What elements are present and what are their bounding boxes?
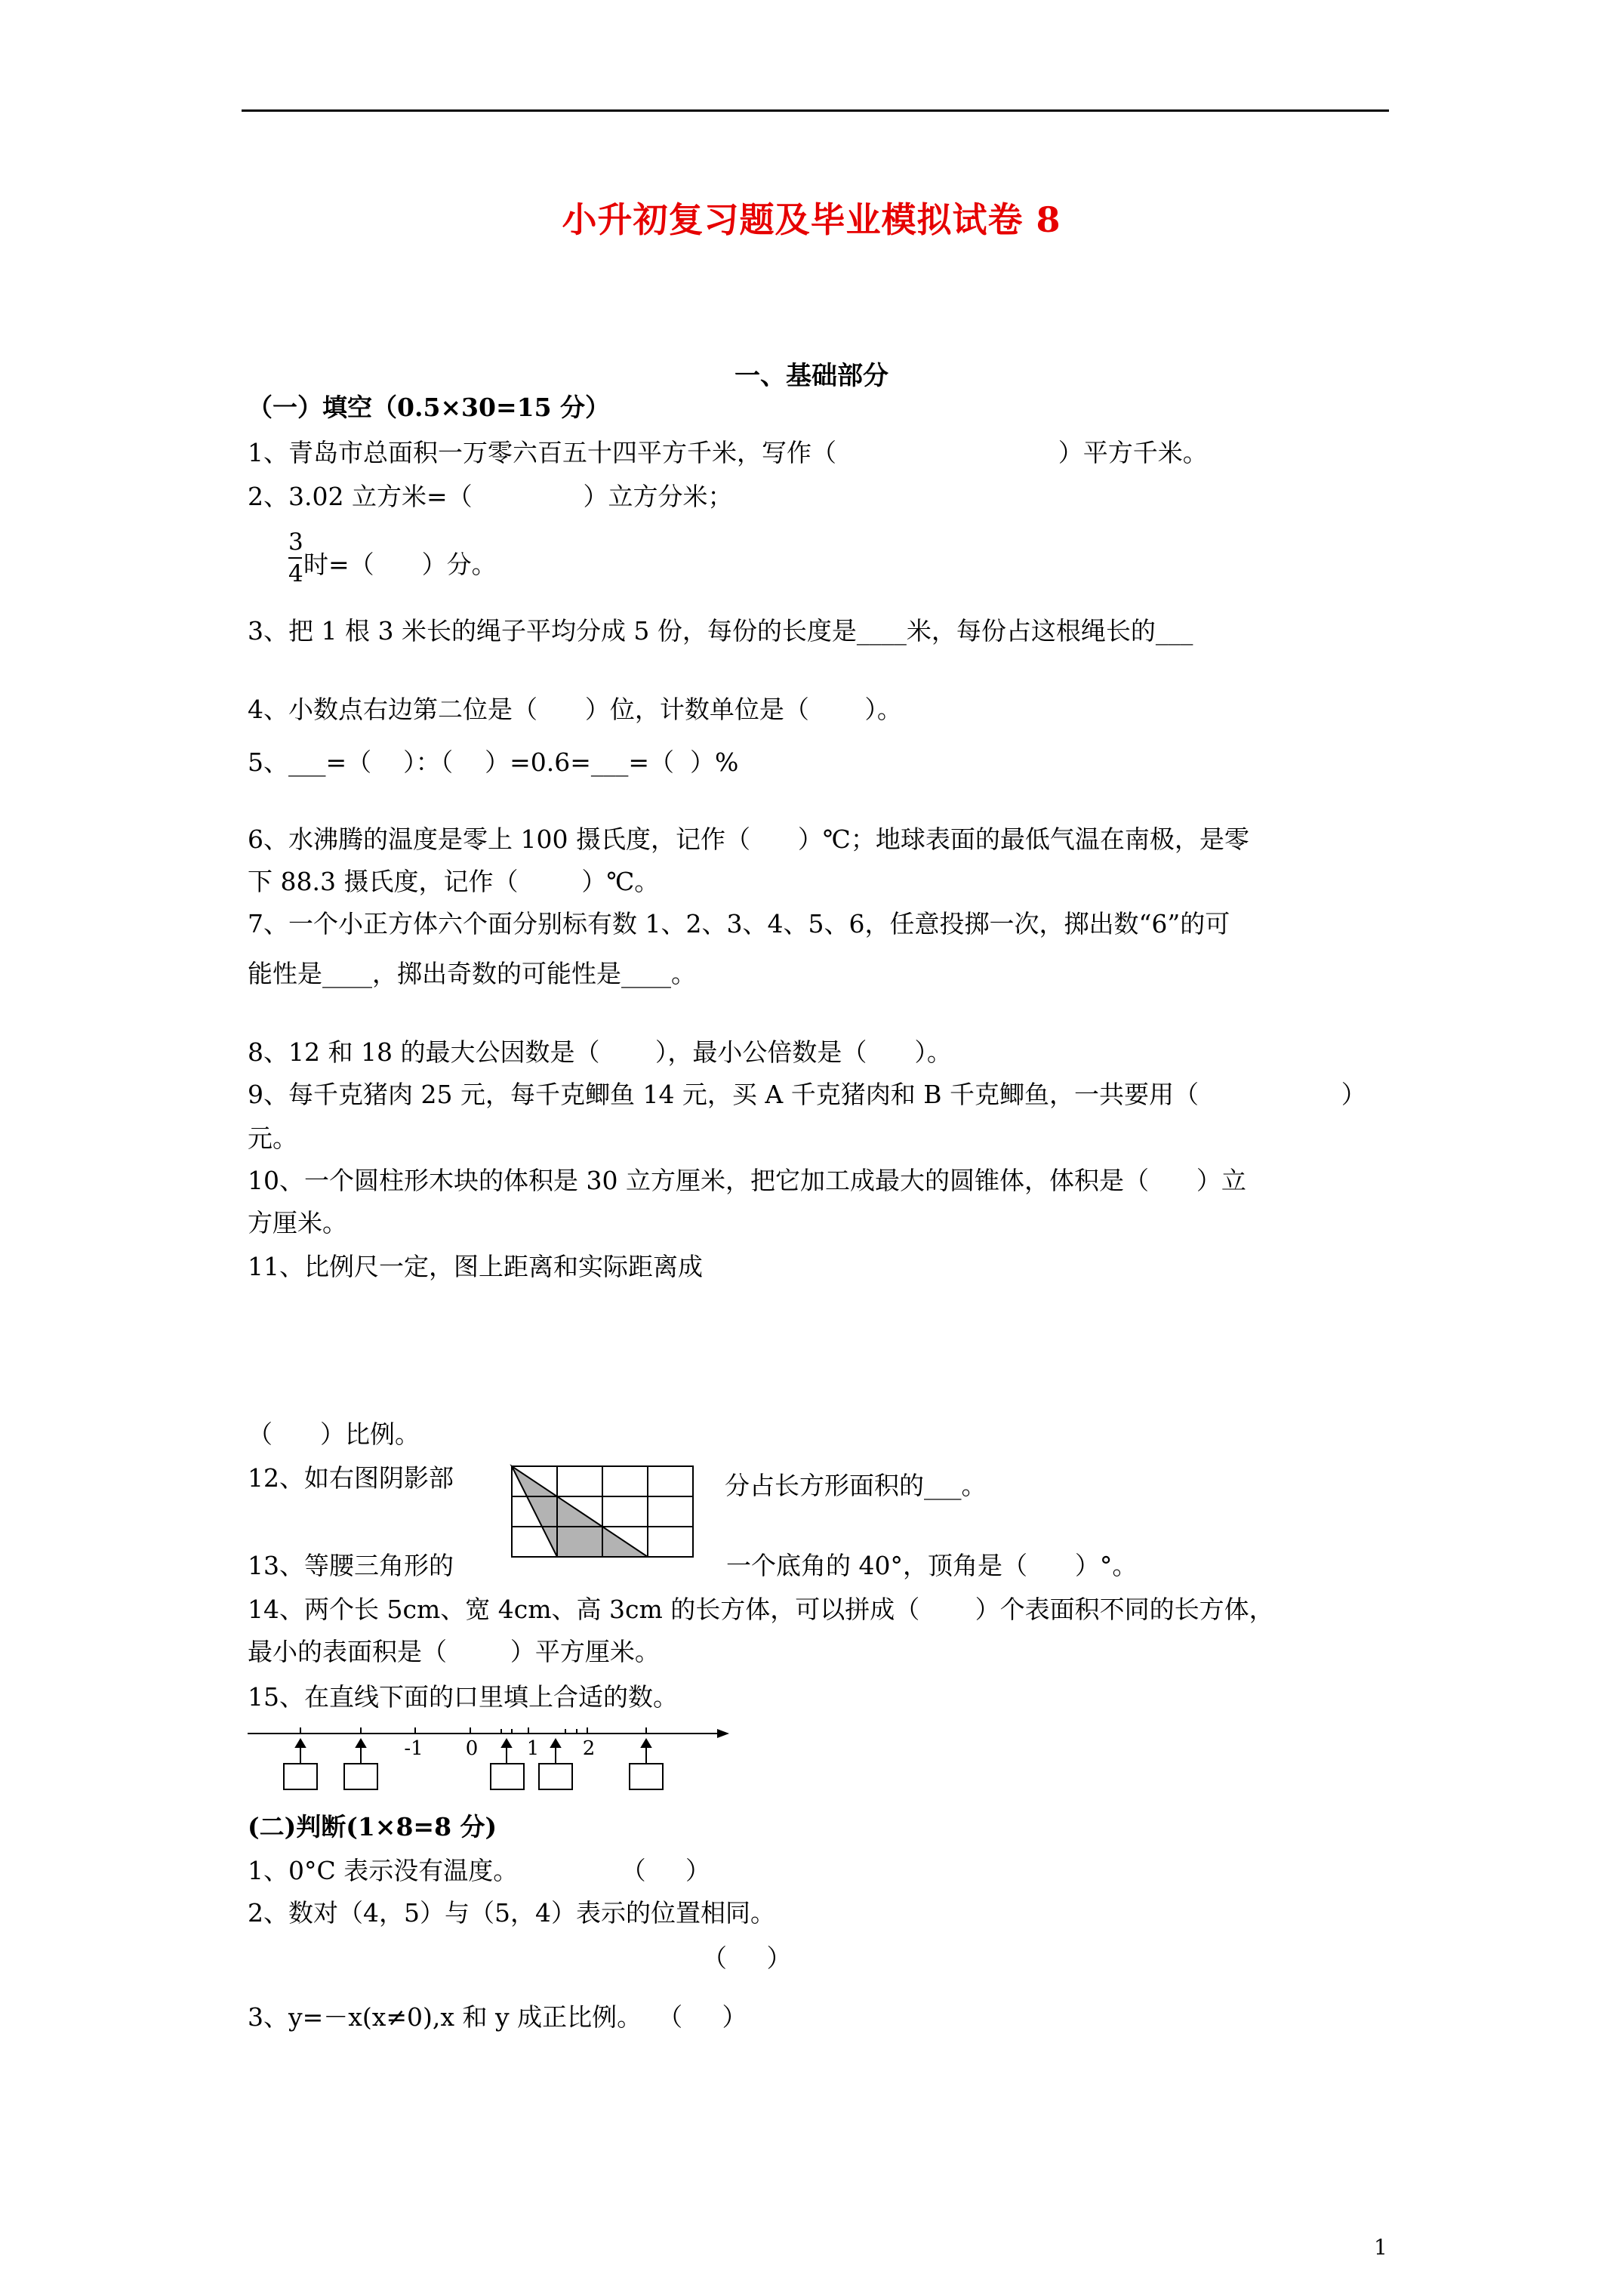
judge-1: 1、0°C 表示没有温度。 （ ） (248, 1856, 711, 1885)
question-6b: 下 88.3 摄氏度，记作（ ）℃。 (248, 867, 660, 896)
question-14a: 14、两个长 5cm、宽 4cm、高 3cm 的长方体，可以拼成（ ）个表面积不同的长方体， (248, 1595, 1274, 1624)
numberline-label-1: 1 (526, 1737, 540, 1760)
shaded-rectangle-figure (512, 1466, 696, 1557)
question-3: 3、把 1 根 3 米长的绳子平均分成 5 份，每份的长度是____米，每份占这根绳长的___ (248, 616, 1193, 646)
question-10a: 10、一个圆柱形木块的体积是 30 立方厘米，把它加工成最大的圆锥体，体积是（ ）立 (248, 1166, 1246, 1195)
question-9b: 元。 (248, 1123, 297, 1153)
question-15: 15、在直线下面的口里填上合适的数。 (248, 1682, 678, 1712)
section-heading: 一、基础部分 (735, 361, 888, 391)
header-rule (242, 109, 1389, 112)
fraction-three-quarters (288, 529, 303, 587)
question-4: 4、小数点右边第二位是（ ）位，计数单位是（ ）。 (248, 695, 902, 724)
judge-2: 2、数对（4，5）与（5，4）表示的位置相同。 (248, 1898, 775, 1928)
question-7a: 7、一个小正方体六个面分别标有数 1、2、3、4、5、6，任意投掷一次，掷出数“6”的可 (248, 909, 1230, 938)
question-1: 1、青岛市总面积一万零六百五十四平方千米，写作（ ）平方千米。 (248, 438, 1208, 467)
page-title: 小升初复习题及毕业模拟试卷 8 (562, 199, 1061, 240)
question-6a: 6、水沸腾的温度是零上 100 摄氏度，记作（ ）℃；地球表面的最低气温在南极，是零 (248, 824, 1249, 854)
question-14b: 最小的表面积是（ ）平方厘米。 (248, 1637, 660, 1666)
numberline-label-0: 0 (465, 1737, 479, 1760)
question-2b: 时=（ ）分。 (303, 550, 497, 579)
question-11a: 11、比例尺一定，图上距离和实际距离成 (248, 1252, 703, 1281)
judge-header: (二)判断(1×8=8 分) (248, 1812, 497, 1841)
question-9a: 9、每千克猪肉 25 元，每千克鲫鱼 14 元，买 A 千克猪肉和 B 千克鲫鱼，一共要用（ ） (248, 1080, 1366, 1109)
question-10b: 方厘米。 (248, 1208, 347, 1237)
fraction-denominator: 4 (288, 560, 303, 587)
number-line-figure (248, 1720, 731, 1803)
question-13a: 13、等腰三角形的 (248, 1551, 454, 1580)
question-8: 8、12 和 18 的最大公因数是（ ），最小公倍数是（ ）。 (248, 1037, 952, 1067)
page-number: 1 (1374, 2235, 1387, 2260)
question-11b: （ ）比例。 (248, 1419, 420, 1449)
question-12a: 12、如右图阴影部 (248, 1463, 454, 1493)
question-7b: 能性是____，掷出奇数的可能性是____。 (248, 959, 696, 988)
numberline-label-2: 2 (582, 1737, 596, 1760)
numberline-label-neg1: -1 (404, 1737, 423, 1760)
fill-header: （一）填空（0.5×30=15 分） (248, 393, 611, 422)
question-5: 5、___=（ ）：（ ）=0.6=___=（ ）% (248, 747, 739, 777)
judge-2-answer: （ ） (702, 1943, 792, 1973)
question-12b: 分占长方形面积的___。 (725, 1471, 987, 1500)
question-2: 2、3.02 立方米=（ ）立方分米； (248, 482, 733, 511)
judge-3: 3、y=－x(x≠0),x 和 y 成正比例。 （ ） (248, 2002, 747, 2032)
question-13b: 一个底角的 40°，顶角是（ ）°。 (726, 1551, 1138, 1580)
fraction-numerator: 3 (288, 529, 303, 556)
